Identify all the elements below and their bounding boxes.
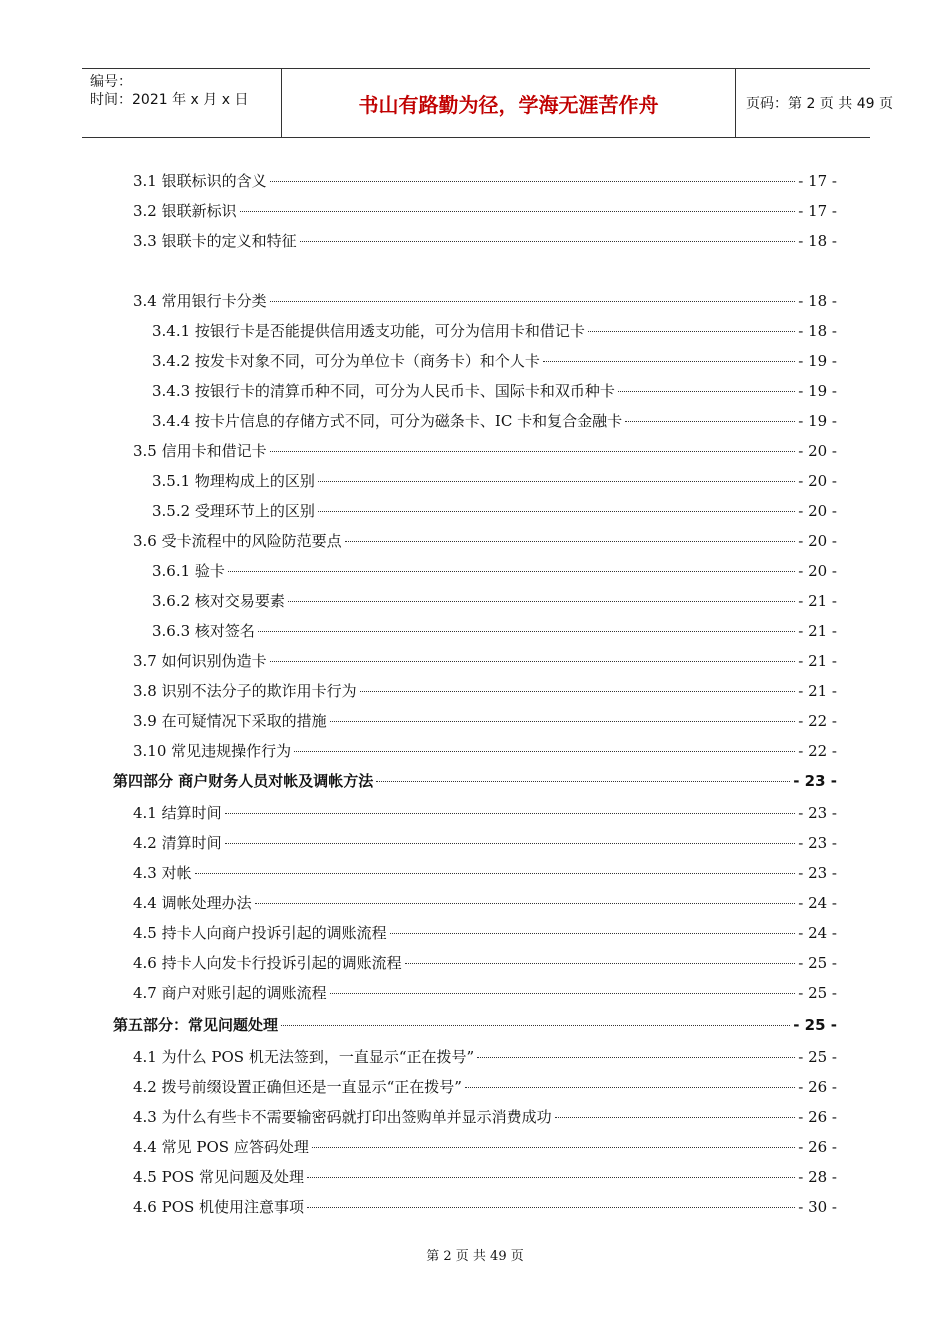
toc-entry-page: - 17 - bbox=[798, 172, 837, 190]
toc-entry[interactable] bbox=[133, 1075, 837, 1099]
toc-entry-page: - 22 - bbox=[798, 742, 837, 760]
toc-entry-page: - 24 - bbox=[798, 894, 837, 912]
toc-entry-page: - 28 - bbox=[798, 1168, 837, 1186]
toc-entry[interactable] bbox=[133, 1165, 837, 1189]
header-page-label: 页码：第 2 页 共 49 页 bbox=[746, 96, 893, 112]
toc-entry-page: - 23 - bbox=[793, 772, 837, 790]
toc-entry[interactable] bbox=[133, 801, 837, 825]
toc-leader-dots bbox=[318, 511, 795, 512]
toc-entry[interactable] bbox=[133, 861, 837, 885]
toc-leader-dots bbox=[312, 1147, 795, 1148]
toc-entry-page: - 23 - bbox=[798, 804, 837, 822]
toc-entry-title: 3.4.4 按卡片信息的存储方式不同，可分为磁条卡、IC 卡和复合金融卡 bbox=[152, 412, 623, 430]
toc-leader-dots bbox=[465, 1087, 795, 1088]
toc-leader-dots bbox=[258, 631, 795, 632]
toc-entry-page: - 25 - bbox=[793, 1016, 837, 1034]
toc-entry-page: - 26 - bbox=[798, 1108, 837, 1126]
toc-entry[interactable] bbox=[133, 1195, 837, 1219]
toc-entry-page: - 22 - bbox=[798, 712, 837, 730]
toc-entry-page: - 19 - bbox=[798, 352, 837, 370]
toc-entry-title: 第四部分 商户财务人员对帐及调帐方法 bbox=[113, 772, 374, 790]
toc-entry[interactable] bbox=[133, 199, 837, 223]
toc-leader-dots bbox=[240, 211, 796, 212]
toc-leader-dots bbox=[270, 301, 796, 302]
toc-entry[interactable] bbox=[113, 769, 837, 793]
toc-leader-dots bbox=[228, 571, 795, 572]
toc-entry-page: - 18 - bbox=[798, 232, 837, 250]
toc-entry-page: - 23 - bbox=[798, 834, 837, 852]
toc-entry-page: - 21 - bbox=[798, 652, 837, 670]
toc-leader-dots bbox=[270, 181, 796, 182]
toc-leader-dots bbox=[225, 843, 796, 844]
toc-leader-dots bbox=[255, 903, 796, 904]
toc-entry-title: 3.5.2 受理环节上的区别 bbox=[152, 502, 315, 520]
toc-leader-dots bbox=[360, 691, 796, 692]
toc-entry-title: 3.6.3 核对签名 bbox=[152, 622, 255, 640]
toc-entry-title: 4.1 结算时间 bbox=[133, 804, 222, 822]
toc-entry[interactable] bbox=[152, 379, 837, 403]
toc-entry-title: 4.3 为什么有些卡不需要输密码就打印出签购单并显示消费成功 bbox=[133, 1108, 552, 1126]
toc-entry-title: 4.6 持卡人向发卡行投诉引起的调账流程 bbox=[133, 954, 402, 972]
toc-entry-page: - 20 - bbox=[798, 442, 837, 460]
toc-entry-page: - 26 - bbox=[798, 1138, 837, 1156]
toc-entry[interactable] bbox=[152, 409, 837, 433]
toc-entry-page: - 20 - bbox=[798, 532, 837, 550]
toc-entry[interactable] bbox=[133, 679, 837, 703]
toc-leader-dots bbox=[555, 1117, 796, 1118]
toc-entry-title: 4.2 拨号前缀设置正确但还是一直显示“正在拨号” bbox=[133, 1078, 462, 1096]
toc-entry-title: 3.3 银联卡的定义和特征 bbox=[133, 232, 297, 250]
toc-entry[interactable] bbox=[133, 1045, 837, 1069]
toc-entry-title: 4.3 对帐 bbox=[133, 864, 192, 882]
toc-leader-dots bbox=[405, 963, 796, 964]
toc-entry-title: 3.5.1 物理构成上的区别 bbox=[152, 472, 315, 490]
toc-entry-title: 4.6 POS 机使用注意事项 bbox=[133, 1198, 305, 1216]
toc-entry-title: 3.9 在可疑情况下采取的措施 bbox=[133, 712, 327, 730]
toc-entry-page: - 21 - bbox=[798, 592, 837, 610]
toc-entry[interactable] bbox=[152, 469, 837, 493]
toc-leader-dots bbox=[281, 1025, 790, 1026]
toc-entry[interactable] bbox=[133, 529, 837, 553]
toc-leader-dots bbox=[318, 481, 795, 482]
toc-leader-dots bbox=[345, 541, 796, 542]
toc-entry[interactable] bbox=[152, 559, 837, 583]
page-header bbox=[82, 68, 893, 138]
toc-entry[interactable] bbox=[152, 319, 837, 343]
toc-entry-page: - 18 - bbox=[798, 322, 837, 340]
toc-entry-title: 3.4.2 按发卡对象不同，可分为单位卡（商务卡）和个人卡 bbox=[152, 352, 540, 370]
toc-entry[interactable] bbox=[152, 499, 837, 523]
toc-entry[interactable] bbox=[133, 709, 837, 733]
toc-entry-page: - 25 - bbox=[798, 1048, 837, 1066]
toc-leader-dots bbox=[543, 361, 795, 362]
toc-entry-title: 4.5 持卡人向商户投诉引起的调账流程 bbox=[133, 924, 387, 942]
toc-entry-page: - 24 - bbox=[798, 924, 837, 942]
toc-entry[interactable] bbox=[133, 1105, 837, 1129]
toc-entry[interactable] bbox=[133, 169, 837, 193]
header-number-label: 编号： bbox=[90, 74, 132, 90]
header-meta bbox=[82, 69, 282, 137]
toc-leader-dots bbox=[390, 933, 796, 934]
toc-entry[interactable] bbox=[133, 951, 837, 975]
toc-entry-title: 3.1 银联标识的含义 bbox=[133, 172, 267, 190]
toc-entry[interactable] bbox=[133, 739, 837, 763]
toc-entry-title: 第五部分：常见问题处理 bbox=[113, 1016, 279, 1034]
toc-entry-title: 4.5 POS 常见问题及处理 bbox=[133, 1168, 305, 1186]
toc-entry-title: 3.4.1 按银行卡是否能提供信用透支功能，可分为信用卡和借记卡 bbox=[152, 322, 585, 340]
toc-leader-dots bbox=[330, 993, 796, 994]
toc-leader-dots bbox=[477, 1057, 795, 1058]
toc-entry-page: - 17 - bbox=[798, 202, 837, 220]
toc-entry[interactable] bbox=[133, 921, 837, 945]
toc-entry-page: - 23 - bbox=[798, 864, 837, 882]
toc-leader-dots bbox=[588, 331, 795, 332]
toc-entry-title: 4.4 调帐处理办法 bbox=[133, 894, 252, 912]
toc-entry-title: 4.4 常见 POS 应答码处理 bbox=[133, 1138, 309, 1156]
toc-entry-page: - 25 - bbox=[798, 984, 837, 1002]
toc-entry-page: - 21 - bbox=[798, 622, 837, 640]
toc-entry-page: - 25 - bbox=[798, 954, 837, 972]
toc-entry-page: - 20 - bbox=[798, 472, 837, 490]
toc-entry[interactable] bbox=[133, 1135, 837, 1159]
toc-entry[interactable] bbox=[133, 649, 837, 673]
toc-entry-title: 3.2 银联新标识 bbox=[133, 202, 237, 220]
toc-entry-title: 4.1 为什么 POS 机无法签到，一直显示“正在拨号” bbox=[133, 1048, 475, 1066]
toc-leader-dots bbox=[618, 391, 795, 392]
toc-leader-dots bbox=[225, 813, 796, 814]
header-motto: 书山有路勤为径，学海无涯苦作舟 bbox=[282, 69, 736, 137]
toc-entry-title: 3.7 如何识别伪造卡 bbox=[133, 652, 267, 670]
toc-leader-dots bbox=[307, 1177, 795, 1178]
toc-entry[interactable] bbox=[152, 589, 837, 613]
toc-entry[interactable] bbox=[133, 831, 837, 855]
toc-entry-title: 3.10 常见违规操作行为 bbox=[133, 742, 292, 760]
toc-leader-dots bbox=[270, 451, 796, 452]
toc-entry[interactable] bbox=[152, 349, 837, 373]
toc-entry-title: 3.8 识别不法分子的欺诈用卡行为 bbox=[133, 682, 357, 700]
toc-entry-title: 3.6.2 核对交易要素 bbox=[152, 592, 285, 610]
toc-entry-title: 3.4.3 按银行卡的清算币种不同，可分为人民币卡、国际卡和双币种卡 bbox=[152, 382, 615, 400]
toc-entry[interactable] bbox=[133, 229, 837, 253]
toc-entry[interactable] bbox=[133, 289, 837, 313]
toc-entry-title: 4.7 商户对账引起的调账流程 bbox=[133, 984, 327, 1002]
toc-entry-page: - 26 - bbox=[798, 1078, 837, 1096]
toc-entry-page: - 21 - bbox=[798, 682, 837, 700]
toc-entry-title: 3.5 信用卡和借记卡 bbox=[133, 442, 267, 460]
toc-leader-dots bbox=[294, 751, 795, 752]
toc-entry-page: - 20 - bbox=[798, 562, 837, 580]
toc-leader-dots bbox=[307, 1207, 795, 1208]
toc-entry-page: - 19 - bbox=[798, 412, 837, 430]
toc-entry-page: - 18 - bbox=[798, 292, 837, 310]
toc-entry-title: 3.6.1 验卡 bbox=[152, 562, 225, 580]
toc-entry-title: 4.2 清算时间 bbox=[133, 834, 222, 852]
toc-entry[interactable] bbox=[133, 439, 837, 463]
toc-leader-dots bbox=[625, 421, 795, 422]
toc-entry[interactable] bbox=[113, 1013, 837, 1037]
header-time-label: 时间：2021 年 x 月 x 日 bbox=[90, 92, 249, 108]
toc-entry-title: 3.6 受卡流程中的风险防范要点 bbox=[133, 532, 342, 550]
page-footer: 第 2 页 共 49 页 bbox=[426, 1249, 524, 1264]
toc-leader-dots bbox=[270, 661, 796, 662]
toc-entry-page: - 20 - bbox=[798, 502, 837, 520]
toc-leader-dots bbox=[288, 601, 795, 602]
toc-leader-dots bbox=[330, 721, 796, 722]
toc-entry-page: - 19 - bbox=[798, 382, 837, 400]
toc-leader-dots bbox=[195, 873, 796, 874]
toc-entry[interactable] bbox=[133, 891, 837, 915]
toc-entry-title: 3.4 常用银行卡分类 bbox=[133, 292, 267, 310]
toc-entry[interactable] bbox=[152, 619, 837, 643]
toc-entry-page: - 30 - bbox=[798, 1198, 837, 1216]
toc-leader-dots bbox=[376, 781, 790, 782]
toc-leader-dots bbox=[300, 241, 796, 242]
toc-entry[interactable] bbox=[133, 981, 837, 1005]
